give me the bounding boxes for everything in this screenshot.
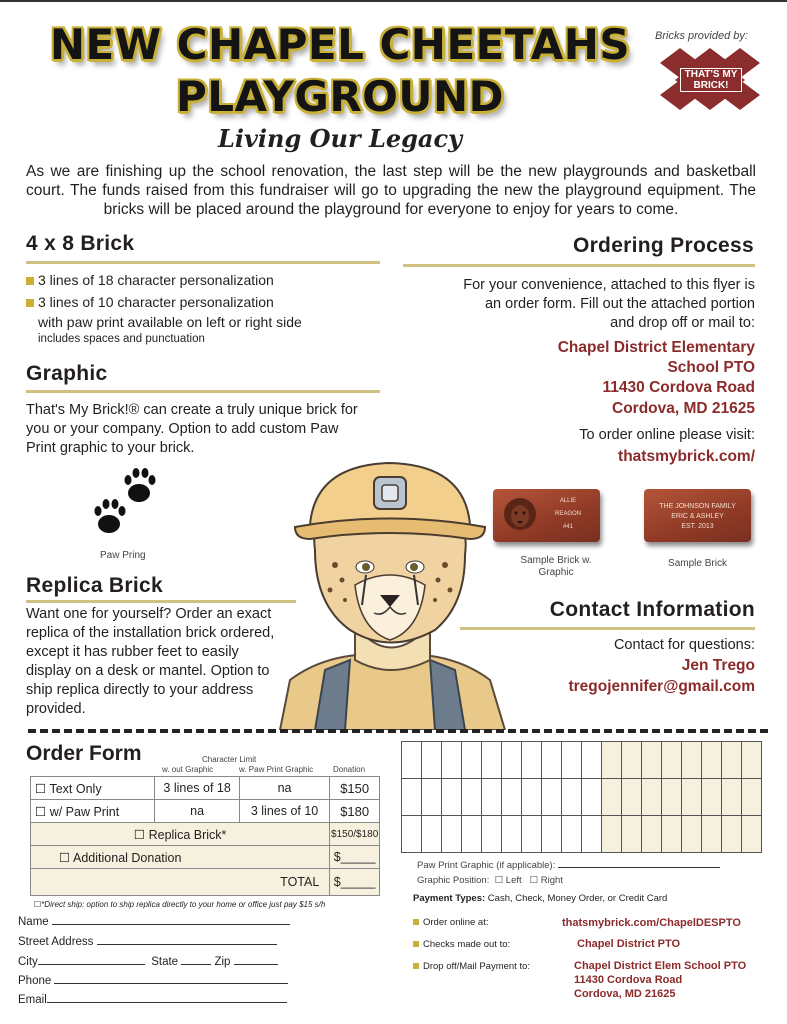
- contact-heading: Contact Information: [549, 598, 755, 621]
- grid-cell[interactable]: [522, 742, 542, 779]
- grid-cell[interactable]: [562, 742, 582, 779]
- payment-label: Payment Types:: [413, 893, 486, 904]
- paw-print-c1: na: [155, 800, 239, 823]
- ship-note: [34, 900, 325, 909]
- bullet-square-icon: [26, 299, 34, 307]
- grid-cell[interactable]: [582, 779, 602, 816]
- graphic-text: That's My Brick!® can create a truly unique brick for you or your company. Option to add custom Paw Print graphic to your brick.: [26, 402, 358, 456]
- bullet-square-icon: [413, 941, 419, 947]
- grid-cell[interactable]: [502, 816, 522, 853]
- grid-cell[interactable]: [642, 779, 662, 816]
- grid-cell[interactable]: [662, 779, 682, 816]
- paw-print-option[interactable]: [31, 800, 155, 823]
- checks-row: [413, 939, 510, 950]
- contact-email-link[interactable]: tregojennifer@gmail.com: [568, 678, 755, 695]
- email-field[interactable]: [18, 992, 287, 1006]
- phone-input[interactable]: [54, 973, 288, 984]
- grid-cell[interactable]: [582, 742, 602, 779]
- sample-brick-graphic: [493, 489, 600, 542]
- grid-cell[interactable]: [402, 779, 422, 816]
- donation-label: Additional Donation: [73, 850, 182, 865]
- grid-cell[interactable]: [702, 779, 722, 816]
- right-checkbox-icon[interactable]: ☐: [529, 875, 539, 886]
- order-online-link[interactable]: thatsmybrick.com/ChapelDESPTO: [562, 917, 741, 929]
- grid-cell[interactable]: [662, 742, 682, 779]
- table-row: [31, 800, 380, 823]
- drop-value-2: 11430 Cordova Road: [574, 974, 683, 986]
- left-label: Left: [505, 875, 522, 886]
- grid-row: [402, 779, 762, 816]
- grid-cell[interactable]: [742, 742, 762, 779]
- donation-price[interactable]: $_____: [330, 846, 380, 869]
- drop-value-3: Cordova, MD 21625: [574, 988, 676, 1000]
- text-only-label: Text Only: [49, 781, 102, 796]
- online-label: To order online please visit:: [579, 427, 755, 443]
- grid-cell[interactable]: [702, 816, 722, 853]
- bullet-square-icon: [413, 919, 419, 925]
- text-only-price: $150: [330, 777, 380, 800]
- grid-cell[interactable]: [482, 816, 502, 853]
- right-label: Right: [540, 875, 563, 886]
- grid-cell[interactable]: [462, 779, 482, 816]
- sample-brick-1-line-3: #41: [562, 524, 573, 530]
- sample-brick-2-caption: Sample Brick: [668, 558, 727, 569]
- sample-brick-2-line-2: ERIC & ASHLEY: [671, 513, 724, 520]
- grid-cell[interactable]: [562, 779, 582, 816]
- phone-label: Phone: [18, 975, 52, 987]
- paw-print-icon: [92, 466, 162, 546]
- city-label: City: [18, 956, 38, 968]
- checkbox-icon[interactable]: ☐: [133, 827, 146, 842]
- grid-cell[interactable]: [422, 816, 442, 853]
- sample-brick-1-line-2: REAGON: [554, 511, 581, 517]
- checkbox-icon[interactable]: ☐: [35, 781, 47, 796]
- contact-rule: [460, 627, 755, 630]
- checkbox-icon[interactable]: ☐: [59, 850, 71, 865]
- sample-brick-2-line-3: EST. 2013: [681, 523, 714, 530]
- ordering-heading: Ordering Process: [572, 234, 754, 257]
- state-label: State: [151, 956, 179, 968]
- grid-cell[interactable]: [622, 742, 642, 779]
- ordering-text: For your convenience, attached to this flyer is an order form. Fill out the attached portion and drop off or mail to:: [463, 277, 755, 331]
- grid-cell[interactable]: [602, 779, 622, 816]
- replica-text: Want one for yourself? Order an exact replica of the installation brick ordered, except it has rubber feet to easily display on a desk or mantel. Option to ship replica directly to your address provided.: [26, 606, 275, 717]
- grid-cell[interactable]: [502, 742, 522, 779]
- drop-label: Drop off/Mail Payment to:: [423, 961, 531, 972]
- brick-bullet-2-text: 3 lines of 10 character personalization: [38, 294, 274, 310]
- ordering-address-4: Cordova, MD 21625: [612, 400, 755, 417]
- table-row: [31, 777, 380, 800]
- paw-print-label: w/ Paw Print: [49, 804, 120, 819]
- brick-rule: [26, 261, 380, 264]
- city-field[interactable]: [18, 954, 278, 968]
- table-row: [31, 846, 380, 869]
- paw-graphic-input[interactable]: [558, 859, 720, 868]
- grid-cell[interactable]: [642, 742, 662, 779]
- brick-bullet-1-text: 3 lines of 18 character personalization: [38, 272, 274, 288]
- grid-cell[interactable]: [522, 779, 542, 816]
- drop-value-1: Chapel District Elem School PTO: [574, 960, 747, 972]
- grid-cell[interactable]: [742, 816, 762, 853]
- online-link[interactable]: thatsmybrick.com/: [618, 448, 755, 465]
- checks-label: Checks made out to:: [423, 939, 511, 950]
- ordering-address-2: School PTO: [667, 359, 755, 376]
- sample-brick-1-caption-2: Graphic: [538, 567, 574, 578]
- grid-cell[interactable]: [422, 742, 442, 779]
- paw-print-c2: 3 lines of 10: [239, 800, 330, 823]
- sample-brick-2-line-1: THE JOHNSON FAMILY: [659, 503, 736, 510]
- grid-cell[interactable]: [462, 742, 482, 779]
- graphic-position-field: [417, 875, 563, 886]
- paw-caption: Paw Pring: [100, 550, 146, 561]
- grid-cell[interactable]: [602, 742, 622, 779]
- bullet-square-icon: [413, 963, 419, 969]
- text-only-c2: na: [239, 777, 330, 800]
- brick-note: includes spaces and punctuation: [38, 333, 205, 345]
- provider-label: Bricks provided by:: [655, 30, 748, 42]
- order-online-label: Order online at:: [423, 917, 489, 928]
- grid-cell[interactable]: [682, 742, 702, 779]
- grid-row: [402, 816, 762, 853]
- title-line-1: NEW CHAPEL CHEETAHS: [49, 20, 631, 69]
- order-form-heading: Order Form: [26, 742, 142, 765]
- contact-name: Jen Trego: [681, 657, 755, 674]
- intro-paragraph: As we are finishing up the school renovation, the last step will be the new playgrounds and basketball court. The funds raised from this fundraiser will go to upgrading the new the playground equipment. The bricks will be placed around the playground for everyone to enjoy for years to come.: [26, 163, 756, 218]
- city-input[interactable]: [38, 954, 145, 965]
- grid-cell[interactable]: [622, 816, 642, 853]
- grid-cell[interactable]: [442, 816, 462, 853]
- provider-logo-text: THAT'S MY BRICK!: [680, 68, 742, 92]
- email-input[interactable]: [47, 992, 287, 1003]
- sample-brick-1-caption-1: Sample Brick w.: [520, 555, 592, 566]
- grid-cell[interactable]: [442, 779, 462, 816]
- grid-cell[interactable]: [462, 816, 482, 853]
- total-price[interactable]: $_____: [330, 869, 380, 896]
- checkbox-icon[interactable]: ☐: [34, 900, 42, 909]
- replica-price: $150/$180: [330, 823, 380, 846]
- order-table: [30, 776, 380, 896]
- checks-value: Chapel District PTO: [577, 938, 681, 950]
- provider-logo: [660, 48, 760, 110]
- name-field[interactable]: [18, 914, 290, 928]
- grid-cell[interactable]: [442, 742, 462, 779]
- tagline: Living Our Legacy: [217, 124, 463, 153]
- grid-cell[interactable]: [522, 816, 542, 853]
- grid-cell[interactable]: [642, 816, 662, 853]
- grid-cell[interactable]: [622, 779, 642, 816]
- grid-cell[interactable]: [602, 816, 622, 853]
- cut-line: [28, 729, 768, 733]
- total-label: TOTAL: [31, 869, 330, 896]
- brick-bullet-1: [26, 270, 274, 290]
- grid-cell[interactable]: [422, 779, 442, 816]
- char-limit-label: Character Limit: [202, 755, 257, 764]
- phone-field[interactable]: [18, 973, 288, 987]
- col-with-graphic: w. Paw Print Graphic: [239, 765, 314, 774]
- grid-cell[interactable]: [742, 779, 762, 816]
- grid-cell[interactable]: [502, 779, 522, 816]
- grid-cell[interactable]: [402, 742, 422, 779]
- grid-cell[interactable]: [682, 779, 702, 816]
- state-input[interactable]: [181, 954, 211, 965]
- grid-cell[interactable]: [722, 816, 742, 853]
- top-border: [0, 0, 787, 2]
- sample-brick-text: [644, 489, 751, 542]
- grid-cell[interactable]: [662, 816, 682, 853]
- grid-cell[interactable]: [482, 742, 502, 779]
- character-grid[interactable]: [401, 741, 762, 853]
- lion-logo-icon: [502, 494, 538, 536]
- grid-cell[interactable]: [562, 816, 582, 853]
- table-row: [31, 823, 380, 846]
- ordering-rule: [403, 264, 755, 267]
- grid-cell[interactable]: [702, 742, 722, 779]
- grid-cell[interactable]: [682, 816, 702, 853]
- brick-bullet-2: [26, 292, 274, 312]
- bullet-square-icon: [26, 277, 34, 285]
- text-only-option[interactable]: [31, 777, 155, 800]
- col-without-graphic: w. out Graphic: [162, 765, 214, 774]
- payment-types: [413, 893, 667, 904]
- grid-cell[interactable]: [722, 779, 742, 816]
- name-input[interactable]: [52, 914, 290, 925]
- zip-label: Zip: [214, 956, 231, 968]
- donation-option[interactable]: [31, 846, 330, 869]
- grid-cell[interactable]: [402, 816, 422, 853]
- paw-print-price: $180: [330, 800, 380, 823]
- brick-bullet-2-cont: with paw print available on left or right side: [38, 314, 302, 330]
- graphic-heading: Graphic: [26, 362, 108, 385]
- replica-label: Replica Brick*: [148, 827, 227, 842]
- replica-heading: Replica Brick: [26, 574, 163, 597]
- grid-cell[interactable]: [542, 742, 562, 779]
- ordering-address-1: Chapel District Elementary: [557, 339, 755, 356]
- brick-heading: 4 x 8 Brick: [26, 232, 135, 255]
- online-row: [413, 917, 488, 928]
- sample-brick-1-line-1: ALLIE: [559, 498, 577, 504]
- zip-input[interactable]: [234, 954, 278, 965]
- grid-row: [402, 742, 762, 779]
- character-grid-body: [402, 742, 762, 853]
- text-only-c1: 3 lines of 18: [155, 777, 239, 800]
- replica-option[interactable]: [31, 823, 330, 846]
- paw-graphic-field[interactable]: [417, 859, 720, 871]
- graphic-position-label: Graphic Position:: [417, 875, 490, 886]
- street-input[interactable]: [97, 934, 277, 945]
- replica-rule: [26, 600, 296, 603]
- contact-label: Contact for questions:: [613, 637, 755, 653]
- paw-graphic-label: Paw Print Graphic (if applicable):: [417, 860, 556, 871]
- email-label: Email: [18, 994, 47, 1006]
- street-field[interactable]: [18, 934, 277, 948]
- ship-note-text: *Direct ship: option to ship replica directly to your home or office just pay $15 s/h: [41, 900, 326, 909]
- checkbox-icon[interactable]: ☐: [35, 804, 47, 819]
- title-line-2: PLAYGROUND: [175, 72, 505, 121]
- table-row: [31, 869, 380, 896]
- payment-value: Cash, Check, Money Order, or Credit Card: [487, 893, 668, 904]
- grid-cell[interactable]: [482, 779, 502, 816]
- grid-cell[interactable]: [542, 779, 562, 816]
- grid-cell[interactable]: [582, 816, 602, 853]
- street-label: Street Address: [18, 936, 94, 948]
- left-checkbox-icon[interactable]: ☐: [494, 875, 504, 886]
- graphic-rule: [26, 390, 380, 393]
- drop-row: [413, 961, 530, 972]
- grid-cell[interactable]: [722, 742, 742, 779]
- name-label: Name: [18, 916, 49, 928]
- col-donation: Donation: [333, 765, 366, 774]
- ordering-address-3: 11430 Cordova Road: [602, 379, 755, 396]
- grid-cell[interactable]: [542, 816, 562, 853]
